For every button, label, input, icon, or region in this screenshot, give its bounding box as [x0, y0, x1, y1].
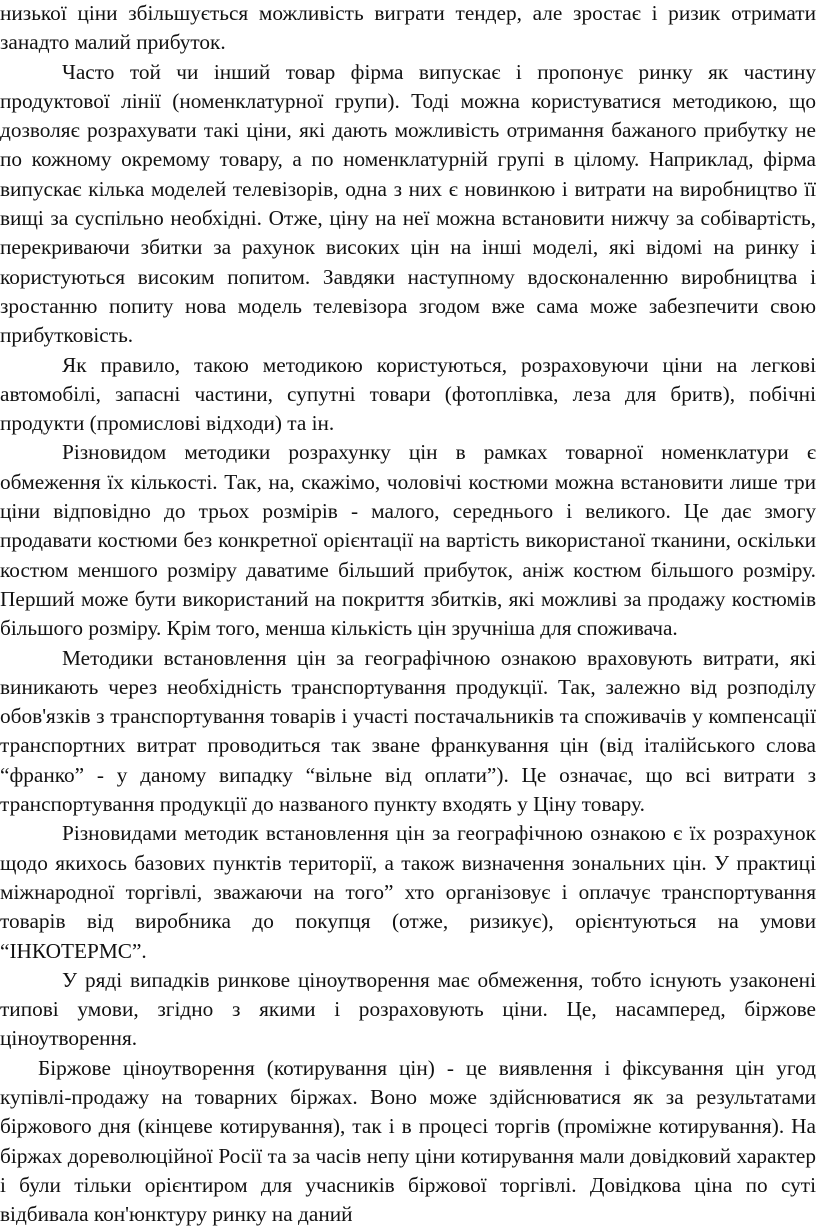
paragraph-continuation: низької ціни збільшується можливість виграти тендер, але зростає і ризик отримати занадто малий прибуток. — [0, 1, 816, 55]
paragraph-market-limitations: У ряді випадків ринкове ціноутворення має обмеження, тобто існують узаконені типові умови, згідно з якими і розраховують ціни. Це, насамперед, біржове ціноутворення. — [0, 967, 816, 1051]
paragraph-price-limitation: Різновидом методики розрахунку цін в рамках товарної номенклатури є обмеження їх кількості. Так, на, скажімо, чоловічі костюми можна встановити лише три ціни відповідно до трьох розмірів - малого, середнього і великого. Це дає змогу продавати костюми без конкретної орієнтації на вартість використаної тканини, оскільки костюм меншого розміру даватиме більший прибуток, аніж костюм більшого розміру. Перший може бути використаний на покриття збитків, які можливі за продажу костюмів більшого розміру. Крім того, менша кількість цін зручніша для споживача. — [0, 440, 816, 641]
paragraph-product-line-pricing: Часто той чи інший товар фірма випускає і пропонує ринку як частину продуктової лінії (номенклатурної групи). Тоді можна користуватися методикою, що дозволяє розрахувати такі ціни, які дають можливість отримання бажаного прибутку не по кожному окремому товару, а по номенклатурній групі в цілому. Наприклад, фірма випускає кілька моделей телевізорів, одна з них є новинкою і витрати на виробництво її вищі за суспільно необхідні. Отже, ціну на неї можна встановити нижчу за собівартість, перекриваючи збитки за рахунок високих цін на інші моделі, які відомі на ринку і користуються високим попитом. Завдяки наступному вдосконаленню виробництва і зростанню попиту нова модель телевізора згодом вже сама може забезпечити свою прибутковість. — [0, 59, 816, 348]
paragraph-geographic-pricing: Методики встановлення цін за географічною ознакою враховують витрати, які виникають через необхідність транспортування продукції. Так, залежно від розподілу обов'язків з транспортування товарів і участі постачальників та споживачів у компенсації транспортних витрат проводиться так зване франкування цін (від італійського слова “франко” - у даному випадку “вільне від оплати”). Це означає, що всі витрати з транспортування продукції до названого пункту входять у Ціну товару. — [0, 645, 816, 817]
paragraph-method-usage: Як правило, такою методикою користуються, розраховуючи ціни на легкові автомобілі, запасні частини, супутні товари (фотоплівка, леза для бритв), побічні продукти (промислові відходи) та ін. — [0, 352, 816, 436]
paragraph-exchange-pricing: Біржове ціноутворення (котирування цін) - це виявлення і фіксування цін угод купівлі-продажу на товарних біржах. Воно може здійснюватися як за результатами біржового дня (кінцеве котирування), так і в процесі торгів (проміжне котирування). На біржах дореволюційної Росії та за часів непу ціни котирування мали довідковий характер і були тільки орієнтиром для учасників біржової торгівлі. Довідкова ціна по суті відбивала кон'юнктуру ринку на даний — [0, 1055, 816, 1227]
paragraph-geographic-variants: Різновидами методик встановлення цін за географічною ознакою є їх розрахунок щодо якихось базових пунктів території, а також визначення зональних цін. У практиці міжнародної торгівлі, зважаючи на того” хто організовує і оплачує транспортування товарів від виробника до покупця (отже, ризикує), орієнтуються на умови “ІНКОТЕРМС”. — [0, 821, 816, 963]
